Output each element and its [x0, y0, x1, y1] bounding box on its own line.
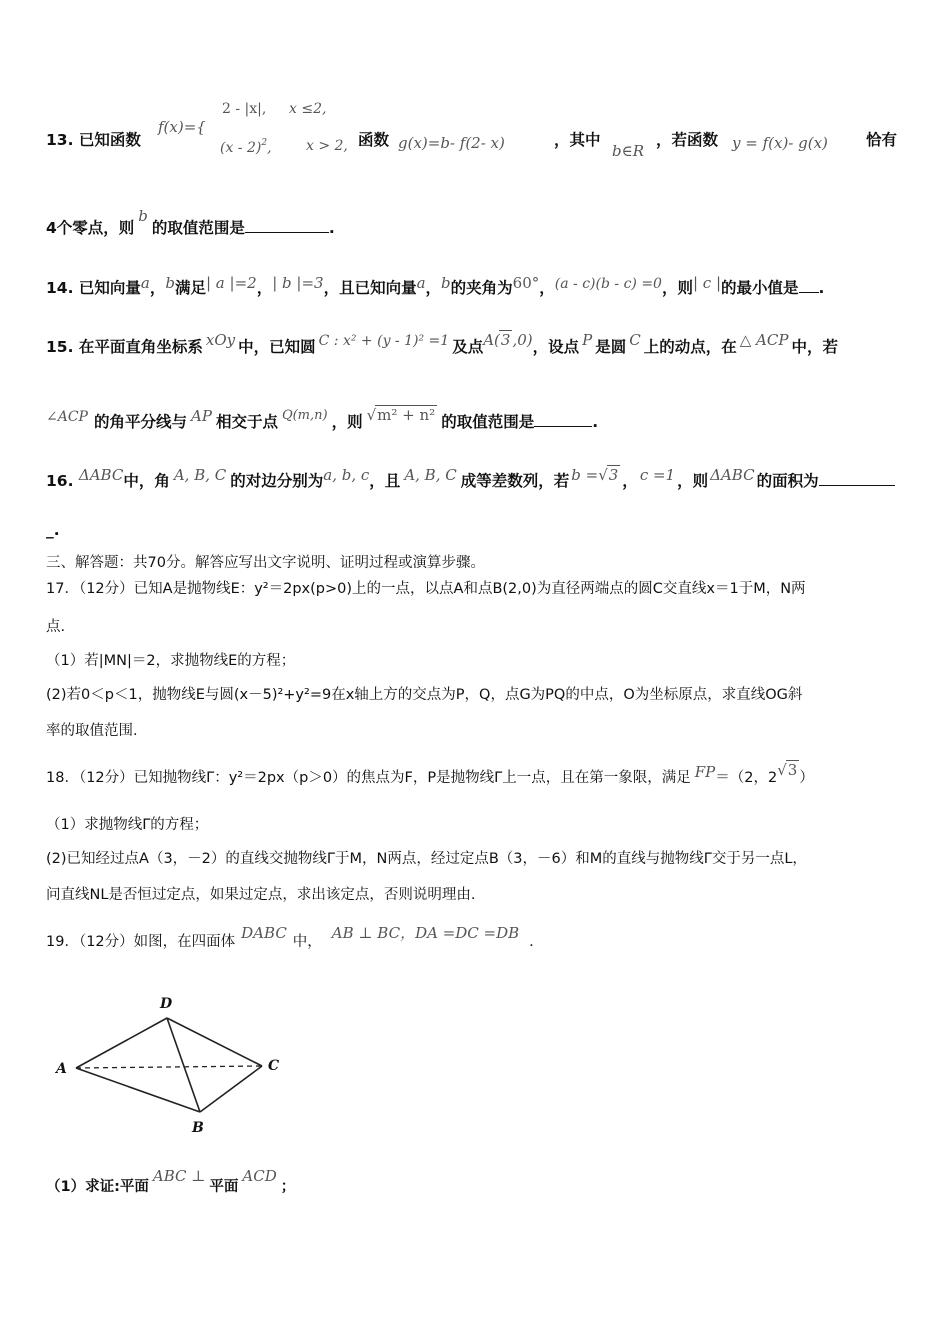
- edge-AC-hidden: [76, 1066, 262, 1068]
- q19-part1: （1）求证:平面ABC ⊥平面ACD；: [46, 1167, 296, 1195]
- q13-exactly: 恰有: [866, 131, 898, 149]
- q16-line2: _.: [46, 521, 60, 539]
- q17-part2-line1: (2)若0＜p＜1，抛物线E与圆(x－5)²+y²=9在x轴上方的交点为P，Q，点G为PQ的中点，O为坐标原点，求直线OG斜: [46, 687, 803, 703]
- q15-line1: 15. 在平面直角坐标系 xOy 中，已知圆 C : x² + (y - 1)² =1 及点A(3 ,0)，设点 P 是圆 C 上的动点，在 △ ACP 中，若: [46, 331, 838, 356]
- q13-func-text: 函数: [358, 131, 390, 149]
- q18-part2-line1: (2)已知经过点A（3，－2）的直线交抛物线Γ于M，N两点，经过定点B（3，－6）和M的直线与抛物线Γ交于另一点L，: [46, 851, 807, 867]
- q17-line1: 17．（12分）已知A是抛物线E：y²＝2px(p>0)上的一点，以点A和点B(2,0)为直径两端点的圆C交直线x＝1于M，N两: [46, 581, 806, 597]
- tetrahedron-figure: [50, 990, 300, 1140]
- label-D: D: [160, 996, 173, 1012]
- q13-piece2-cond: x > 2,: [306, 138, 348, 154]
- q15-answer-blank[interactable]: [534, 411, 592, 427]
- section3-heading: 三、解答题：共70分。解答应写出文字说明、证明过程或演算步骤。: [46, 555, 485, 571]
- q17-line2: 点.: [46, 619, 66, 635]
- q14: 14. 已知向量a，b满足| a |=2，| b |=3，且已知向量a，b的夹角为60°，(a - c)(b - c) =0，则| c |的最小值是 .: [46, 274, 825, 297]
- q13-piece1-cond: x ≤2,: [289, 101, 327, 117]
- q13-piece2-expr: (x - 2)$^2$,: [220, 138, 272, 156]
- q13-b-in-R: b∈R: [612, 142, 644, 160]
- label-C: C: [268, 1058, 280, 1074]
- q18-line1: 18．（12分）已知抛物线Γ：y²＝2px（p＞0）的焦点为F，P是抛物线Γ上一点，且在第一象限，满足 FP＝（2，2√3 ）: [46, 761, 814, 786]
- q13-b-var: b: [138, 207, 148, 225]
- q13-where: ，其中: [554, 131, 601, 149]
- q13-fx: f(x)={: [158, 118, 206, 136]
- q13-g-def: g(x)=b- f(2- x): [398, 134, 505, 152]
- q18-part2-line2: 问直线NL是否恒过定点，如果过定点，求出该定点，否则说明理由.: [46, 887, 476, 903]
- label-A: A: [56, 1061, 67, 1077]
- q13-line1: 13. 已知函数: [46, 131, 141, 149]
- edge-DA: [76, 1018, 167, 1068]
- q13-if: ，若函数: [656, 131, 719, 149]
- edge-BC: [200, 1066, 262, 1112]
- q16-answer-blank[interactable]: [819, 470, 895, 486]
- q13-answer-blank[interactable]: [245, 217, 329, 233]
- q15-line2: ∠ACP 的角平分线与 AP 相交于点 $^{Q(m,n)}$ ，则 √m² + n² 的取值范围是 .: [46, 406, 599, 431]
- label-B: B: [192, 1120, 204, 1136]
- q13-line2: 4个零点，则b的取值范围是 .: [46, 207, 335, 237]
- q14-answer-blank[interactable]: [799, 277, 819, 293]
- q13-piece1-expr: 2 - |x|,: [222, 101, 267, 117]
- edge-AB: [76, 1068, 200, 1112]
- q18-part1: （1）求抛物线Γ的方程；: [46, 817, 209, 833]
- q16-line1: 16. ΔABC中，角 A, B, C 的对边分别为a, b, c，且 A, B, C 成等差数列，若 b =√3 ， c =1 ，则 ΔABC 的面积为: [46, 469, 895, 491]
- q17-part2-line2: 率的取值范围.: [46, 723, 138, 739]
- q17-part1: （1）若|MN|＝2，求抛物线E的方程；: [46, 653, 296, 669]
- q19-line1: 19．（12分）如图，在四面体 DABC 中， AB ⊥ BC，DA =DC =DB .: [46, 924, 534, 950]
- q13-y-def: y = f(x)- g(x): [732, 134, 828, 152]
